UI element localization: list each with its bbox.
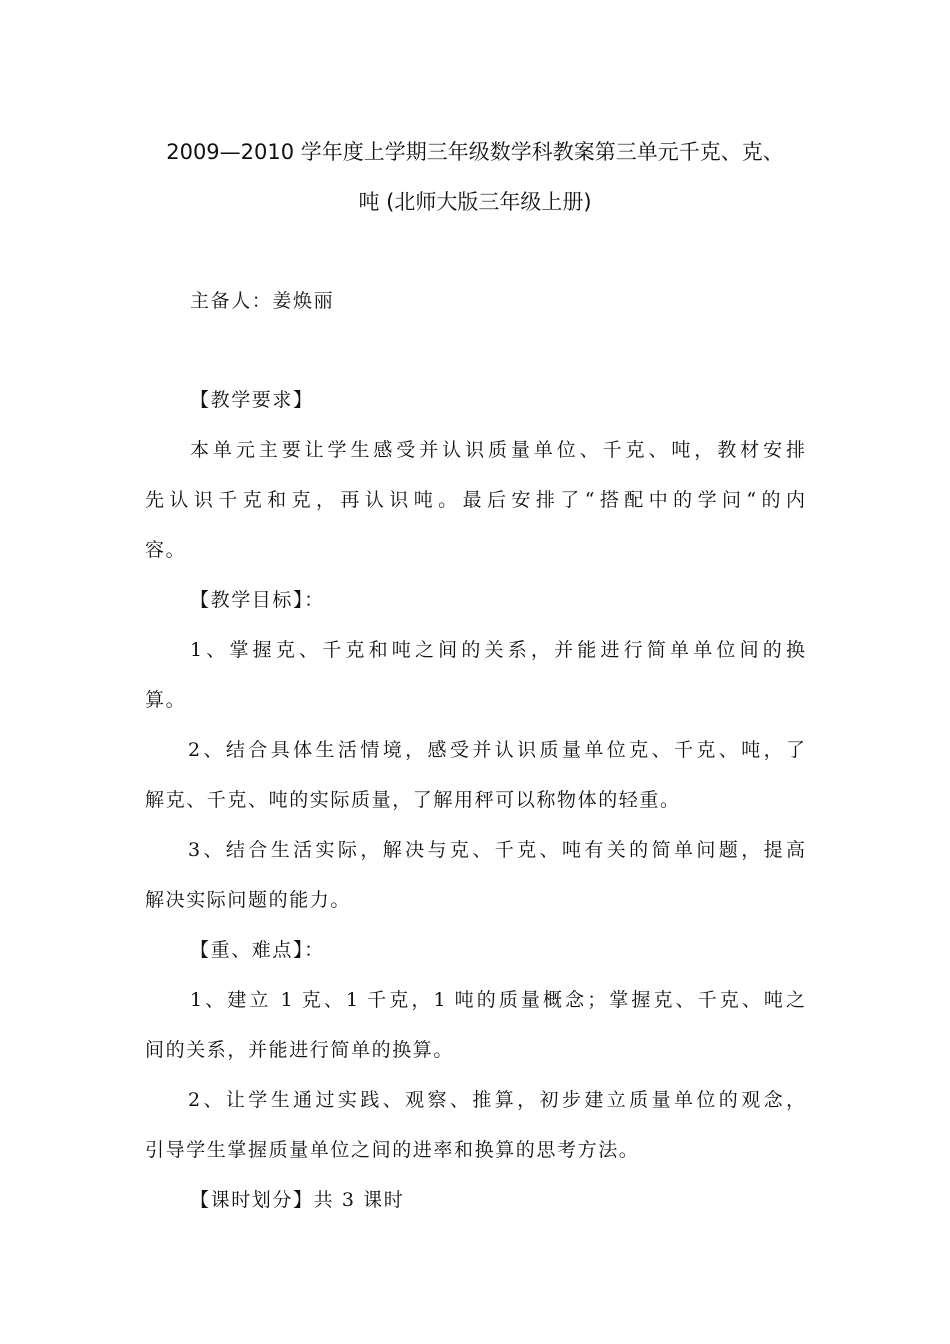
objective-3-line-2: 解决实际问题的能力。	[145, 889, 352, 911]
requirements-text-line-3: 容。	[145, 539, 187, 561]
schedule-line: 【课时划分】共 3 课时	[190, 1189, 405, 1211]
requirements-heading: 【教学要求】	[190, 389, 314, 411]
objective-3-line-1: 3、结合生活实际，解决与克、千克、吨有关的简单问题，提高	[188, 839, 805, 861]
document-title-line-2: 吨 (北师大版三年级上册)	[358, 190, 592, 214]
key-point-2-line-1: 2、让学生通过实践、观察、推算，初步建立质量单位的观念，	[188, 1089, 805, 1111]
key-point-1-line-1: 1、建立 1 克、1 千克，1 吨的质量概念；掌握克、千克、吨之	[190, 989, 805, 1011]
objective-1-line-2: 算。	[145, 689, 187, 711]
requirements-text-line-2: 先认识千克和克，再认识吨。最后安排了“搭配中的学问“的内	[145, 489, 805, 511]
key-point-2-line-2: 引导学生掌握质量单位之间的进率和换算的思考方法。	[145, 1139, 640, 1161]
objective-2-line-1: 2、结合具体生活情境，感受并认识质量单位克、千克、吨，了	[188, 739, 805, 761]
key-points-heading: 【重、难点】：	[190, 939, 325, 961]
objectives-heading: 【教学目标】：	[190, 589, 325, 611]
requirements-text-line-1: 本单元主要让学生感受并认识质量单位、千克、吨，教材安排	[190, 439, 805, 461]
author-line: 主备人：姜焕丽	[190, 290, 335, 312]
document-title-line-1: 2009—2010 学年度上学期三年级数学科教案第三单元千克、克、	[166, 140, 784, 164]
objective-2-line-2: 解克、千克、吨的实际质量，了解用秤可以称物体的轻重。	[145, 789, 681, 811]
key-point-1-line-2: 间的关系，并能进行简单的换算。	[145, 1039, 455, 1061]
objective-1-line-1: 1、掌握克、千克和吨之间的关系，并能进行简单单位间的换	[190, 639, 805, 661]
